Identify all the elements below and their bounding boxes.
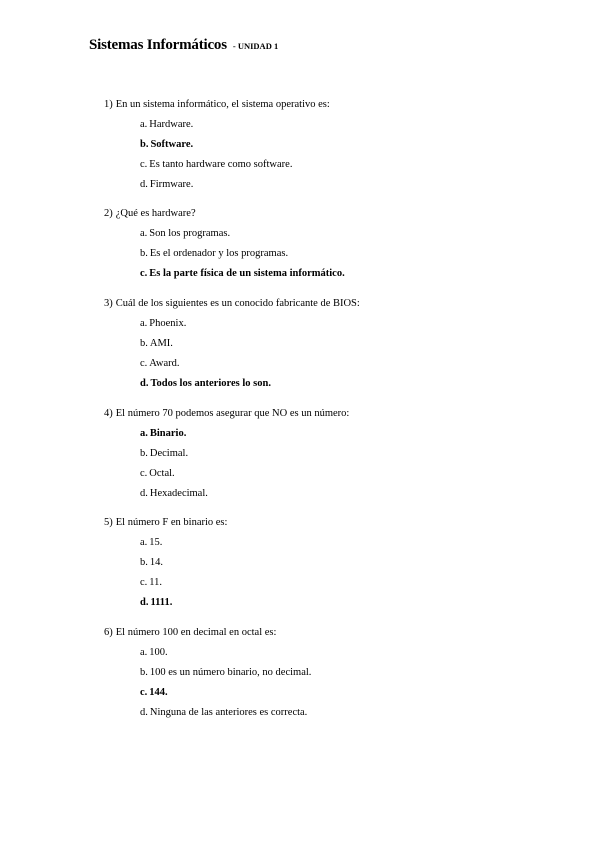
- answer-option: [140, 707, 307, 718]
- option-text: 1111.: [150, 597, 173, 608]
- question-label: El número 70 podemos asegurar que NO es un número:: [115, 408, 350, 419]
- option-letter: b.: [140, 139, 149, 150]
- option-text: 100.: [149, 647, 168, 658]
- option-letter: d.: [140, 597, 149, 608]
- question-text: [104, 627, 276, 638]
- answer-option: [140, 248, 288, 259]
- question-number: 2): [104, 208, 113, 219]
- option-text: Todos los anteriores lo son.: [150, 378, 271, 389]
- answer-option: [140, 488, 208, 499]
- answer-option: [140, 318, 186, 329]
- answer-option: [140, 358, 180, 369]
- option-letter: a.: [140, 119, 148, 130]
- answer-option: [140, 577, 162, 588]
- option-letter: a.: [140, 537, 148, 548]
- answer-option: [140, 159, 292, 170]
- answer-option: [140, 119, 193, 130]
- answer-option: [140, 468, 175, 479]
- option-letter: b.: [140, 557, 148, 568]
- answer-option: [140, 228, 230, 239]
- option-text: 100 es un número binario, no decimal.: [149, 667, 312, 678]
- answer-option: [140, 378, 271, 389]
- question-number: 6): [104, 627, 113, 638]
- option-text: Es el ordenador y los programas.: [149, 248, 289, 259]
- answer-option: [140, 338, 173, 349]
- option-text: 14.: [149, 557, 163, 568]
- option-text: Software.: [150, 139, 194, 150]
- question-number: 5): [104, 517, 113, 528]
- question-text: [104, 517, 227, 528]
- option-text: Decimal.: [149, 448, 189, 459]
- option-letter: c.: [140, 577, 148, 588]
- answer-option: [140, 557, 163, 568]
- option-text: Award.: [149, 358, 180, 369]
- answer-option: [140, 179, 193, 190]
- question-text: [104, 298, 360, 309]
- option-letter: b.: [140, 448, 148, 459]
- option-letter: a.: [140, 318, 148, 329]
- answer-option: [140, 428, 186, 439]
- option-letter: b.: [140, 338, 148, 349]
- page-title: Sistemas Informáticos: [89, 37, 227, 53]
- question-label: El número 100 en decimal en octal es:: [115, 627, 277, 638]
- option-text: AMI.: [149, 338, 173, 349]
- option-text: Son los programas.: [149, 228, 231, 239]
- question-label: En un sistema informático, el sistema operativo es:: [115, 99, 330, 110]
- option-text: Es tanto hardware como software.: [149, 159, 293, 170]
- option-text: Octal.: [149, 468, 175, 479]
- answer-option: [140, 537, 162, 548]
- option-letter: d.: [140, 378, 149, 389]
- option-letter: c.: [140, 268, 148, 279]
- option-letter: c.: [140, 468, 148, 479]
- option-letter: a.: [140, 428, 148, 439]
- question-number: 3): [104, 298, 113, 309]
- option-text: Ninguna de las anteriores es correcta.: [149, 707, 308, 718]
- answer-option: [140, 597, 172, 608]
- option-text: Hexadecimal.: [149, 488, 208, 499]
- option-text: Firmware.: [149, 179, 194, 190]
- answer-option: [140, 667, 311, 678]
- question-label: Cuál de los siguientes es un conocido fabricante de BIOS:: [115, 298, 360, 309]
- answer-option: [140, 448, 188, 459]
- question-text: [104, 208, 196, 219]
- question-number: 4): [104, 408, 113, 419]
- page-header: [89, 36, 278, 54]
- question-text: [104, 99, 330, 110]
- answer-option: [140, 268, 345, 279]
- option-letter: d.: [140, 707, 148, 718]
- option-letter: d.: [140, 179, 148, 190]
- option-text: 144.: [149, 687, 168, 698]
- answer-option: [140, 687, 168, 698]
- option-text: Es la parte física de un sistema informático.: [149, 268, 345, 279]
- option-letter: a.: [140, 647, 148, 658]
- question-number: 1): [104, 99, 113, 110]
- option-text: Binario.: [149, 428, 187, 439]
- answer-option: [140, 647, 168, 658]
- page-subtitle: - UNIDAD 1: [232, 41, 279, 51]
- option-text: Hardware.: [149, 119, 194, 130]
- question-text: [104, 408, 349, 419]
- option-text: 15.: [149, 537, 163, 548]
- option-text: Phoenix.: [149, 318, 187, 329]
- option-text: 11.: [149, 577, 163, 588]
- question-label: El número F en binario es:: [115, 517, 228, 528]
- answer-option: [140, 139, 193, 150]
- option-letter: c.: [140, 687, 148, 698]
- option-letter: c.: [140, 358, 148, 369]
- option-letter: b.: [140, 248, 148, 259]
- option-letter: c.: [140, 159, 148, 170]
- question-label: ¿Qué es hardware?: [115, 208, 196, 219]
- option-letter: b.: [140, 667, 148, 678]
- option-letter: a.: [140, 228, 148, 239]
- option-letter: d.: [140, 488, 148, 499]
